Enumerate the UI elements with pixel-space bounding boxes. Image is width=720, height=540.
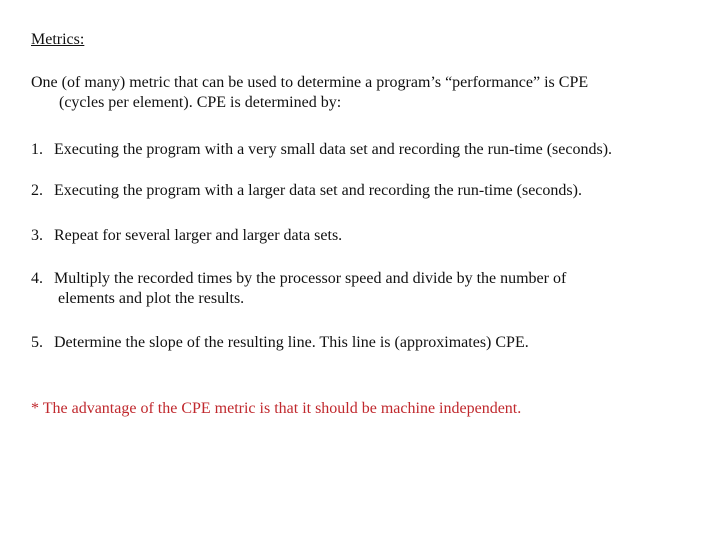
step-4-number: 4. — [31, 270, 43, 287]
advantage-note: * The advantage of the CPE metric is that it should be machine independent. — [31, 400, 522, 417]
intro-paragraph — [31, 73, 691, 113]
step-1-number: 1. — [31, 141, 43, 158]
step-5-number: 5. — [31, 334, 43, 351]
step-4 — [31, 269, 701, 309]
step-2-text: Executing the program with a larger data set and recording the run-time (seconds). — [54, 182, 582, 199]
intro-line-2: (cycles per element). CPE is determined by: — [59, 94, 342, 111]
step-1 — [31, 140, 701, 160]
step-2-number: 2. — [31, 182, 43, 199]
step-3-number: 3. — [31, 227, 43, 244]
step-3-text: Repeat for several larger and larger data sets. — [54, 227, 343, 244]
step-1-text: Executing the program with a very small data set and recording the run-time (seconds). — [54, 141, 613, 158]
slide-heading: Metrics: — [31, 31, 85, 48]
step-5-text: Determine the slope of the resulting line. This line is (approximates) CPE. — [54, 334, 529, 351]
intro-line-1: One (of many) metric that can be used to determine a program’s “performance” is CPE — [31, 74, 589, 91]
step-5 — [31, 333, 701, 353]
step-4-text: Multiply the recorded times by the processor speed and divide by the number of — [54, 270, 567, 287]
step-3 — [31, 226, 701, 246]
step-2 — [31, 181, 701, 201]
step-4-continuation: elements and plot the results. — [58, 290, 245, 307]
